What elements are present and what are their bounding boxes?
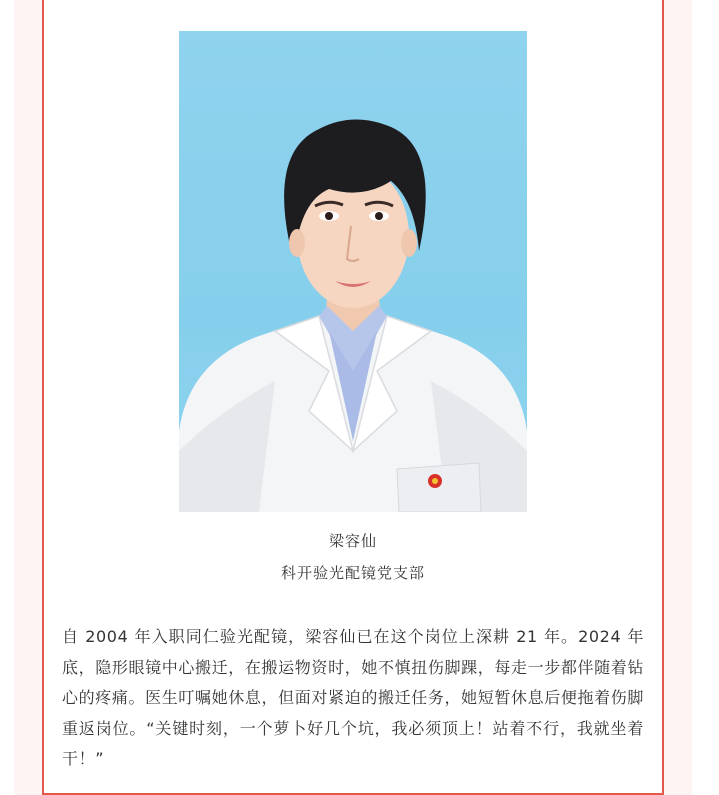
side-band-right: [664, 0, 692, 795]
portrait-photo: [179, 31, 527, 512]
page-margin-right: [692, 0, 719, 795]
portrait-name-caption: 梁容仙: [328, 532, 377, 550]
side-band-left: [14, 0, 42, 795]
article-paragraph: 自 2004 年入职同仁验光配镜，梁容仙已在这个岗位上深耕 21 年。2024 年底，隐形眼镜中心搬迁，在搬运物资时，她不慎扭伤脚踝，每走一步都伴随着钻心的疼痛。医生叮嘱她休息，但面对紧迫的搬迁任务，她短暂休息后便拖着伤脚重返岗位。“关键时刻，一个萝卜好几个坑，我必须顶上！站着不行，我就坐着干！”: [62, 627, 644, 768]
page-margin-left: [0, 0, 14, 795]
portrait-department-caption: 科开验光配镜党支部: [280, 564, 425, 582]
